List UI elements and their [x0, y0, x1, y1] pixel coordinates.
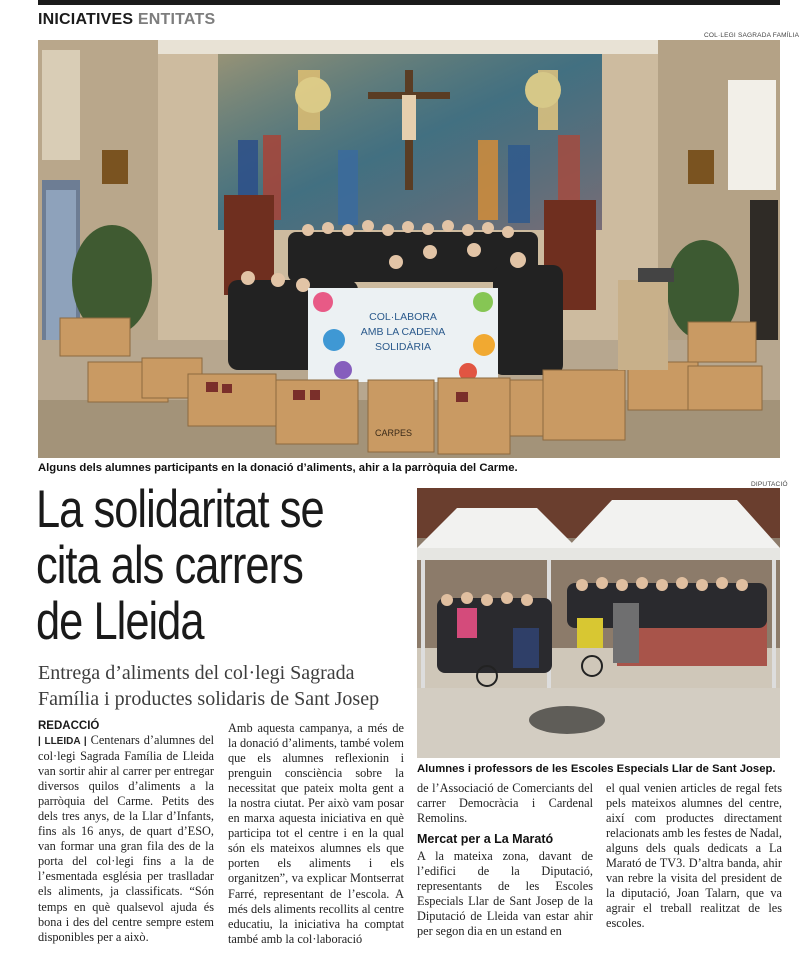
- article-subtitle: Mercat per a La Marató: [417, 832, 554, 847]
- headline: [36, 482, 339, 650]
- photo-second-credit: DIPUTACIÓ: [751, 481, 788, 488]
- subheadline: Entrega d’aliments del col·legi Sagrada Família i productes solidaris de Sant Josep: [38, 662, 380, 710]
- photo-main-caption: Alguns dels alumnes participants en la donació d’aliments, ahir a la parròquia del Carme.: [38, 462, 518, 474]
- section-header: [38, 11, 215, 29]
- column-3-text-a: de l’Associació de Comerciants del carrer Democràcia i Cardenal Remolins.: [417, 781, 593, 826]
- banner-line-1: COL·LABORA: [369, 311, 437, 323]
- column-1-text: Centenars d’alumnes del col·legi Sagrada Família de Lleida van sortir ahir al carrer per entregar diversos quilos d’aliments a la parròquia del Carme. Petits des dels tres anys, de la Llar d’Infants, fins als 16 anys, de quart d’ESO, van formar una gran fila des de la porta del col·legi fins a la de l’esmentada església per traslladar els aliments, ja classificats. “Són temps en què qualsevol ajuda és bona i des del centre sempre estem disponibles per a això.: [38, 733, 214, 944]
- article-column-1: [38, 733, 214, 945]
- banner-line-2: AMB LA CADENA: [360, 326, 446, 338]
- headline-line-1: La solidaritat se: [36, 480, 324, 539]
- column-2-text: Amb aquesta campanya, a més de la donació d’aliments, també volem que els alumnes reflexionin i prenguin consciència sobre la necessitat que pateix molta gent a la nostra ciutat. Per això vam posar en marxa aquesta iniciativa en què participa tot el centre i en la qual són els mateixos alumnes els que porten els aliments i els organitzen”, va explicar Montserrat Farré, representant de l’escola. A més dels aliments recollits al centre educatiu, la iniciativa ha comptat també amb la col·laboració: [228, 721, 404, 946]
- photo-second: [417, 488, 780, 758]
- article-column-4: [606, 781, 782, 931]
- headline-line-2: cita als carrers: [36, 536, 303, 595]
- top-rule: [38, 0, 780, 5]
- church-photo: [38, 40, 780, 458]
- market-photo: [417, 488, 780, 758]
- article-column-3: [417, 781, 593, 939]
- column-3-text-b: A la mateixa zona, davant de l’edifici de la Diputació, representants de les Escoles Especials Llar de Sant Josep de la Diputació de Lleida van estar ahir per segon dia en un estand en: [417, 849, 593, 939]
- photo-main: [38, 40, 780, 458]
- location-tag: | LLEIDA |: [38, 736, 87, 747]
- column-4-text: el qual venien articles de regal fets pels mateixos alumnes del centre, així com productes directament relacionats amb les festes de Nadal, alguns dels quals dedicats a La Marató de TV3. D’altra banda, ahir van rebre la visita del president de la diputació, Joan Talarn, que va agrair el treball realitzat de les escoles.: [606, 781, 782, 931]
- photo-main-credit: COL·LEGI SAGRADA FAMÍLIA: [704, 32, 800, 39]
- article-column-2: [228, 721, 404, 947]
- section-secondary: ENTITATS: [137, 11, 216, 28]
- section-primary: INICIATIVES: [38, 11, 134, 28]
- headline-line-3: de Lleida: [36, 592, 204, 651]
- box-label: CARPES: [375, 428, 413, 438]
- banner-line-3: SOLIDÀRIA: [374, 341, 432, 353]
- byline: REDACCIÓ: [38, 720, 100, 732]
- photo-second-caption: Alumnes i professors de les Escoles Especials Llar de Sant Josep.: [417, 763, 776, 775]
